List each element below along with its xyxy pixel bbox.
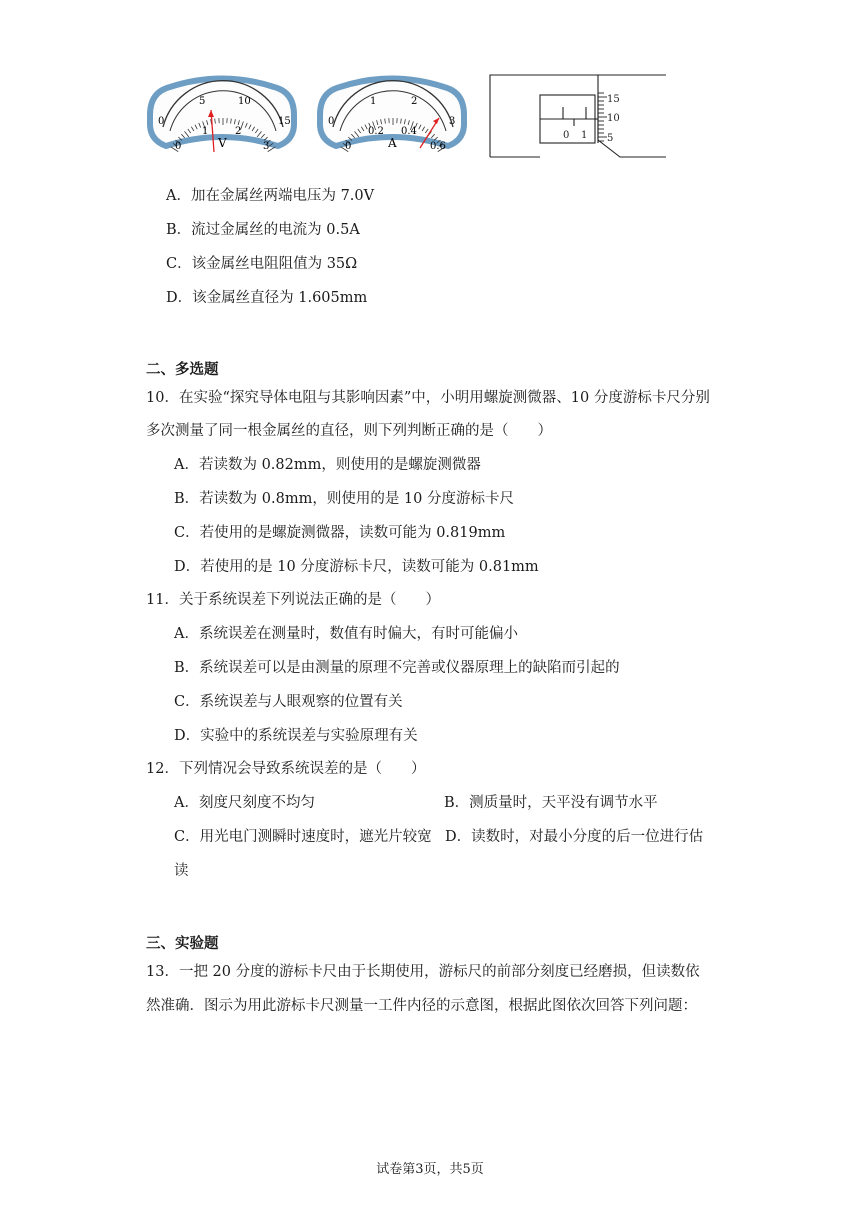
- ammeter-bottom-label-2: 0.4: [401, 126, 417, 137]
- q11-option-d: D．实验中的系统误差与实验原理有关: [174, 728, 418, 744]
- voltmeter-bottom-label-3: 3: [263, 141, 270, 152]
- q12-option-a: A．刻度尺刻度不均匀: [174, 795, 315, 811]
- section-heading-experiment: 三、实验题: [146, 935, 219, 952]
- ammeter-top-label-0: 0: [328, 116, 335, 127]
- ammeter-top-label-2: 2: [411, 96, 418, 107]
- q11-option-a: A．系统误差在测量时，数值有时偏大，有时可能偏小: [174, 626, 518, 642]
- micrometer-thimble-label-10: 10: [607, 113, 620, 124]
- q11-stem: 11．关于系统误差下列说法正确的是（ ）: [146, 592, 440, 608]
- voltmeter-top-label-1: 5: [199, 96, 206, 107]
- q13-stem-line2: 然准确．图示为用此游标卡尺测量一工件内径的示意图，根据此图依次回答下列问题：: [146, 998, 697, 1014]
- q9-option-d: D．该金属丝直径为 1.605mm: [166, 290, 368, 306]
- voltmeter-bottom-label-1: 1: [202, 126, 209, 137]
- q12-option-d-line1: D．读数时，对最小分度的后一位进行估: [445, 829, 704, 845]
- q11-option-b: B．系统误差可以是由测量的原理不完善或仪器原理上的缺陷而引起的: [174, 660, 620, 676]
- q10-option-d: D．若使用的是 10 分度游标卡尺，读数可能为 0.81mm: [174, 559, 539, 575]
- voltmeter-top-label-3: 15: [278, 116, 291, 127]
- voltmeter-top-label-0: 0: [158, 116, 165, 127]
- ammeter-bottom-label-3: 0.6: [430, 141, 446, 152]
- q12-stem: 12．下列情况会导致系统误差的是（ ）: [146, 761, 426, 777]
- voltmeter-bottom-label-2: 2: [235, 126, 242, 137]
- voltmeter-dial: [150, 79, 294, 153]
- voltmeter-top-label-2: 10: [238, 96, 251, 107]
- voltmeter-bottom-label-0: 0: [175, 141, 182, 152]
- q9-option-c: C．该金属丝电阻阻值为 35Ω: [166, 256, 358, 272]
- instrument-figure: [0, 0, 860, 170]
- section-heading-multiple-choice: 二、多选题: [146, 361, 219, 378]
- micrometer-thimble-label-15: 15: [607, 94, 620, 105]
- micrometer-sleeve-label-0: 0: [563, 130, 570, 141]
- q9-option-a: A．加在金属丝两端电压为 7.0V: [166, 188, 375, 204]
- q12-option-b: B．测质量时，天平没有调节水平: [444, 795, 658, 811]
- q10-stem-line2: 多次测量了同一根金属丝的直径，则下列判断正确的是（ ）: [146, 423, 552, 439]
- q12-option-d-line2: 读: [174, 863, 189, 879]
- q10-stem-line1: 10．在实验“探究导体电阻与其影响因素”中，小明用螺旋测微器、10 分度游标卡尺分别: [146, 390, 710, 406]
- q10-option-a: A．若读数为 0.82mm，则使用的是螺旋测微器: [174, 457, 481, 473]
- ammeter-unit: A: [388, 136, 397, 150]
- micrometer-thimble-label-5: 5: [607, 133, 614, 144]
- q10-option-b: B．若读数为 0.8mm，则使用的是 10 分度游标卡尺: [174, 491, 514, 507]
- ammeter-bottom-label-0: 0: [345, 141, 352, 152]
- ammeter-bottom-label-1: 0.2: [368, 126, 384, 137]
- page-footer: 试卷第3页，共5页: [376, 1162, 484, 1177]
- voltmeter-unit: V: [218, 136, 227, 150]
- ammeter-top-label-3: 3: [449, 116, 456, 127]
- ammeter-top-label-1: 1: [370, 96, 377, 107]
- micrometer: [490, 75, 666, 157]
- micrometer-sleeve-label-1: 1: [581, 130, 588, 141]
- q9-option-b: B．流过金属丝的电流为 0.5A: [166, 222, 360, 238]
- q13-stem-line1: 13．一把 20 分度的游标卡尺由于长期使用，游标尺的前部分刻度已经磨损，但读数依: [146, 964, 700, 980]
- q11-option-c: C．系统误差与人眼观察的位置有关: [174, 694, 403, 710]
- ammeter-dial: [320, 79, 464, 153]
- q10-option-c: C．若使用的是螺旋测微器，读数可能为 0.819mm: [174, 525, 506, 541]
- q12-option-c: C．用光电门测瞬时速度时，遮光片较宽: [174, 829, 432, 845]
